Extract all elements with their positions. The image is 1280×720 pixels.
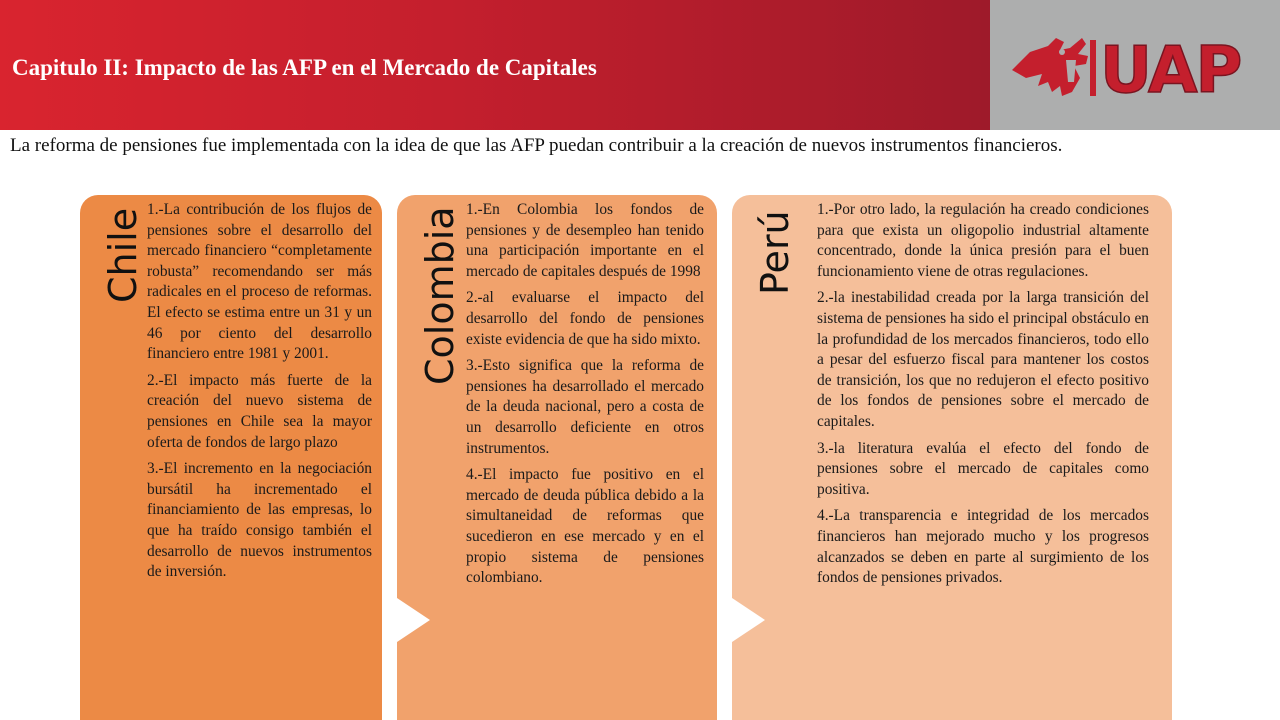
- header-band: [0, 0, 990, 130]
- card-point: 4.-El impacto fue positivo en el mercado de deuda pública debido a la simultaneidad de reformas que sucedieron en ese mercado y en el propio sistema de pensiones colombiano.: [466, 466, 704, 587]
- card-point: 3.-El incremento en la negociación bursátil ha incrementado el financiamiento de las empresas, lo que ha traído consigo también el desarrollo de nuevos instrumentos de inversión.: [147, 460, 372, 581]
- logo-text: UAP: [1100, 34, 1241, 108]
- card-points-colombia: [466, 200, 704, 595]
- card-point: 3.-Esto significa que la reforma de pensiones ha desarrollado el mercado de la deuda nacional, pero a costa de un desarrollo deficiente en otros instrumentos.: [466, 357, 704, 457]
- intro-text: La reforma de pensiones fue implementada con la idea de que las AFP puedan contribuir a la creación de nuevos instrumentos financieros.: [10, 135, 1063, 156]
- card-point: 2.-al evaluarse el impacto del desarrollo del fondo de pensiones existe evidencia de que ha sido mixto.: [466, 289, 704, 348]
- card-points-chile: [147, 200, 372, 589]
- arrow-right-icon: [385, 590, 430, 650]
- card-colombia: [397, 195, 717, 720]
- card-point: 2.-la inestabilidad creada por la larga transición del sistema de pensiones ha sido el principal obstáculo en la profundidad de los mercados financieros, todo ello a pesar del esfuerzo fiscal para mantener los costos de transición, los que no redujeron el efecto positivo de los fondos de pensiones sobre el mercado de capitales.: [817, 289, 1149, 430]
- arrow-right-icon: [720, 590, 765, 650]
- card-point: 1.-En Colombia los fondos de pensiones y de desempleo han tenido una participación importante en el mercado de capitales después de 1998: [466, 201, 704, 280]
- logo-panel: [990, 0, 1280, 130]
- slide-title: Capitulo II: Impacto de las AFP en el Mercado de Capitales: [12, 55, 597, 80]
- card-point: 3.-la literatura evalúa el efecto del fondo de pensiones sobre el mercado de capitales como positiva.: [817, 439, 1149, 498]
- card-peru: [732, 195, 1172, 720]
- card-chile: [80, 195, 382, 720]
- country-label-chile: Chile: [101, 207, 145, 303]
- card-point: 1.-Por otro lado, la regulación ha creado condiciones para que exista un oligopolio industrial altamente concentrado, donde la única presión para el buen funcionamiento viene de otras regulaciones.: [817, 201, 1149, 280]
- card-point: 1.-La contribución de los flujos de pensiones sobre el desarrollo del mercado financiero “completamente robusta” recomendando ser más radicales en el proceso de reformas. El efecto se estima entre un 31 y un 46 por ciento del desarrollo financiero entre 1981 y 2001.: [147, 201, 372, 363]
- card-point: 2.-El impacto más fuerte de la creación del nuevo sistema de pensiones en Chile sea la mayor oferta de fondos de largo plazo: [147, 371, 372, 451]
- card-points-peru: [817, 200, 1149, 595]
- card-point: 4.-La transparencia e integridad de los mercados financieros han mejorado mucho y los progresos alcanzados se deben en parte al surgimiento de los fondos de pensiones privados.: [817, 507, 1149, 587]
- country-label-colombia: Colombia: [418, 206, 462, 385]
- country-label-peru: Perú: [753, 210, 797, 295]
- eagle-emblem-icon: [1012, 38, 1096, 96]
- uap-logo: [990, 0, 1280, 130]
